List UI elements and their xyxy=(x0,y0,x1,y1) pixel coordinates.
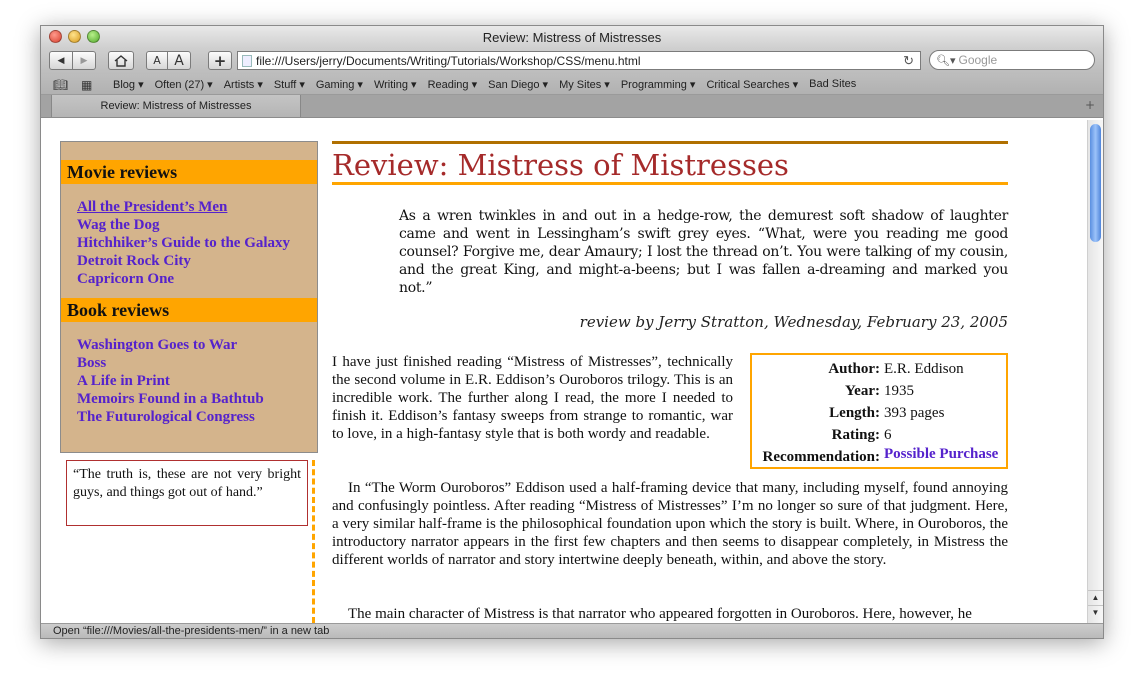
movie-review-link[interactable]: Capricorn One xyxy=(77,271,175,287)
bookmark-item[interactable]: Artists ▾ xyxy=(223,79,263,91)
text-bigger-button[interactable] xyxy=(167,51,191,70)
book-reviews-heading: Book reviews xyxy=(61,298,317,322)
text-smaller-button[interactable] xyxy=(146,51,168,70)
back-icon: ◀ xyxy=(57,55,65,66)
bookmark-item[interactable]: Stuff ▾ xyxy=(273,79,305,91)
home-button[interactable] xyxy=(108,51,134,70)
info-row-author xyxy=(752,358,1002,380)
scroll-up-arrow[interactable]: ▲ xyxy=(1088,590,1103,605)
bookmark-item[interactable]: San Diego ▾ xyxy=(488,79,549,91)
length-label: Length: xyxy=(829,405,880,421)
recommendation-label: Recommendation: xyxy=(762,449,880,465)
book-review-link[interactable]: A Life in Print xyxy=(77,373,170,389)
bookmarks-bar xyxy=(41,74,1103,94)
book-review-link[interactable]: Boss xyxy=(77,355,107,371)
info-row-year xyxy=(752,380,1002,402)
movie-links xyxy=(61,184,317,288)
add-bookmark-button[interactable] xyxy=(208,51,232,70)
author-label: Author: xyxy=(828,361,880,377)
address-text: file:///Users/jerry/Documents/Writing/Tutorials/Workshop/CSS/menu.html xyxy=(256,53,641,68)
title-bar xyxy=(41,26,1103,48)
movie-review-link[interactable]: Detroit Rock City xyxy=(77,253,191,269)
sidebar-quote: “The truth is, these are not very bright guys, and things got out of hand.” xyxy=(66,460,308,526)
movie-review-link[interactable]: All the President’s Men xyxy=(77,199,228,215)
search-placeholder: Google xyxy=(958,53,998,67)
sidebar xyxy=(60,141,318,453)
search-icon: 🔍︎▾ xyxy=(936,54,956,67)
tab-bar xyxy=(41,94,1103,118)
scroll-down-arrow[interactable]: ▼ xyxy=(1088,605,1103,620)
bookmark-item[interactable]: Critical Searches ▾ xyxy=(706,79,799,91)
status-bar: Open “file:///Movies/all-the-presidents-men/” in a new tab xyxy=(41,623,1103,638)
byline: review by Jerry Stratton, Wednesday, February 23, 2005 xyxy=(579,313,1008,331)
info-row-rating xyxy=(752,424,1002,446)
movie-review-link[interactable]: Hitchhiker’s Guide to the Galaxy xyxy=(77,235,291,251)
year-label: Year: xyxy=(845,383,880,399)
forward-button[interactable] xyxy=(72,51,96,70)
year-value: 1935 xyxy=(884,383,914,399)
length-value: 393 pages xyxy=(884,405,945,421)
bookmark-item[interactable]: Bad Sites xyxy=(809,78,857,90)
epigraph: As a wren twinkles in and out in a hedge-row, the demurest soft shadow of laughter came and went in Lessingham’s swift grey eyes. “What, were you reading me good counsel? Forgive me, dear Amaury; I lost the thread on’t. You were talking of my cousin, and the great King, and might-a-beens; but I was fallen a-dreaming and marked you not.” xyxy=(399,208,1008,296)
text-smaller-label: A xyxy=(153,54,161,67)
grid-icon[interactable]: ▦ xyxy=(81,78,93,92)
rating-label: Rating: xyxy=(831,427,880,443)
back-button[interactable] xyxy=(49,51,73,70)
book-review-link[interactable]: Washington Goes to War xyxy=(77,337,238,353)
title-rule-bottom xyxy=(332,182,1008,185)
page-content xyxy=(41,120,1087,623)
paragraph-2: In “The Worm Ouroboros” Eddison used a half-framing device that many, including myself, found annoying and confusingly pointless. After reading “Mistress of Mistresses” I’m no longer so sure of that judgment. Here, a very similar half-frame is the philosophical foundation upon which the story is built. Where, in Ouroboros, the introductory narrator appears in the first few chapters and then seems to disappear completely, in Mistress the different worlds of narrator and story intertwine deeply beneath, within, and above the story. xyxy=(332,480,1008,568)
page-title: Review: Mistress of Mistresses xyxy=(332,148,789,182)
vertical-scrollbar[interactable] xyxy=(1087,120,1103,623)
window-title: Review: Mistress of Mistresses xyxy=(482,30,662,45)
rating-value: 6 xyxy=(884,427,892,443)
book-links xyxy=(61,322,317,426)
text-bigger-label: A xyxy=(174,52,184,69)
browser-window xyxy=(40,25,1104,639)
bookmark-item[interactable]: Programming ▾ xyxy=(620,79,696,91)
book-review-link[interactable]: Memoirs Found in a Bathtub xyxy=(77,391,264,407)
search-field[interactable] xyxy=(929,50,1095,70)
home-icon xyxy=(114,55,128,67)
bookmark-item[interactable]: Writing ▾ xyxy=(373,79,417,91)
bookmark-item[interactable]: Often (27) ▾ xyxy=(154,79,213,91)
plus-icon: + xyxy=(213,51,227,70)
scroll-thumb[interactable] xyxy=(1090,124,1101,242)
reload-icon[interactable]: ↻ xyxy=(903,53,914,68)
bookmark-items xyxy=(113,78,867,91)
bookmark-item[interactable]: Gaming ▾ xyxy=(315,79,363,91)
page-icon xyxy=(242,55,252,67)
info-row-length xyxy=(752,402,1002,424)
info-row-recommendation xyxy=(752,446,1002,468)
movie-review-link[interactable]: Wag the Dog xyxy=(77,217,160,233)
paragraph-3: The main character of Mistress is that narrator who appeared forgotten in Ouroboros. Here, however, he xyxy=(348,606,972,622)
book-review-link[interactable]: The Futurological Congress xyxy=(77,409,255,425)
paragraph-1: I have just finished reading “Mistress of Mistresses”, technically the second volume in E.R. Eddison’s Ouroboros trilogy. This is an incredible work. The further along I read, the more I needed to finish it. Eddison’s fantasy sweeps from strange to romantic, war to love, in a high-fantasy style that is both wordy and readable. xyxy=(332,354,733,442)
tab-current[interactable] xyxy=(51,95,301,117)
author-value: E.R. Eddison xyxy=(884,361,964,377)
new-tab-icon[interactable]: + xyxy=(1084,98,1095,112)
tab-label: Review: Mistress of Mistresses xyxy=(100,100,252,112)
toolbar xyxy=(41,48,1103,74)
bookmark-item[interactable]: Reading ▾ xyxy=(427,79,478,91)
book-icon[interactable]: 📖︎ xyxy=(53,78,69,92)
forward-icon: ▶ xyxy=(80,55,88,66)
bookmark-item[interactable]: My Sites ▾ xyxy=(559,79,610,91)
recommendation-link[interactable]: Possible Purchase xyxy=(884,446,999,462)
address-field[interactable] xyxy=(237,51,921,70)
movie-reviews-heading: Movie reviews xyxy=(61,160,317,184)
book-info-box xyxy=(750,353,1008,469)
dashed-divider xyxy=(312,460,315,623)
bookmark-item[interactable]: Blog ▾ xyxy=(113,79,144,91)
article xyxy=(332,141,1008,622)
